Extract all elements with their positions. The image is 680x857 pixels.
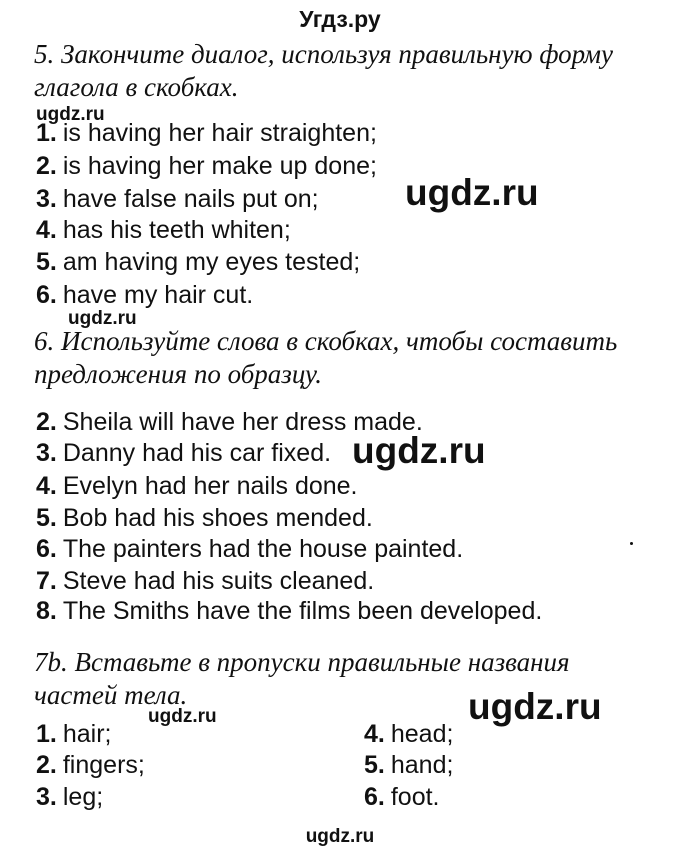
list-item: 2. fingers; — [36, 751, 145, 779]
list-item: 5. Bob had his shoes mended. — [36, 504, 373, 532]
site-header: Угдз.ру — [299, 6, 381, 32]
list-item: 3. Danny had his car fixed. — [36, 439, 332, 467]
watermark-big: ugdz.ru — [468, 686, 602, 727]
list-item: 5. am having my eyes tested; — [36, 248, 361, 276]
list-item: 3. have false nails put on; — [36, 185, 319, 213]
list-item: 2. is having her make up done; — [36, 152, 377, 180]
list-item: 4. Evelyn had her nails done. — [36, 472, 358, 500]
watermark-small: ugdz.ru — [36, 104, 105, 125]
list-item: 4. has his teeth whiten; — [36, 216, 291, 244]
watermark-big: ugdz.ru — [405, 172, 539, 213]
task-6-title: 6. Используйте слова в скобках, чтобы составить предложения по образцу. — [34, 326, 618, 389]
list-item: 1. hair; — [36, 720, 112, 748]
watermark-small: ugdz.ru — [68, 308, 137, 329]
list-item: 5. hand; — [364, 751, 454, 779]
list-item: 2. Sheila will have her dress made. — [36, 408, 423, 436]
list-item: 4. head; — [364, 720, 454, 748]
list-item: 1. is having her hair straighten; — [36, 119, 377, 147]
list-item: 7. Steve had his suits cleaned. — [36, 567, 375, 595]
task-7b-title: 7b. Вставьте в пропуски правильные названия частей тела. — [34, 647, 570, 710]
list-item: 3. leg; — [36, 783, 104, 811]
list-item: 8. The Smiths have the films been developed. — [36, 597, 543, 625]
watermark-footer: ugdz.ru — [305, 826, 375, 847]
list-item: 6. foot. — [364, 783, 440, 811]
task-5-title: 5. Закончите диалог, используя правильную форму глагола в скобках. — [34, 39, 613, 102]
list-item: 6. The painters had the house painted. — [36, 535, 464, 563]
watermark-big: ugdz.ru — [352, 430, 486, 471]
list-item: 6. have my hair cut. — [36, 281, 254, 309]
ink-dot — [630, 542, 633, 545]
watermark-small: ugdz.ru — [148, 706, 217, 727]
